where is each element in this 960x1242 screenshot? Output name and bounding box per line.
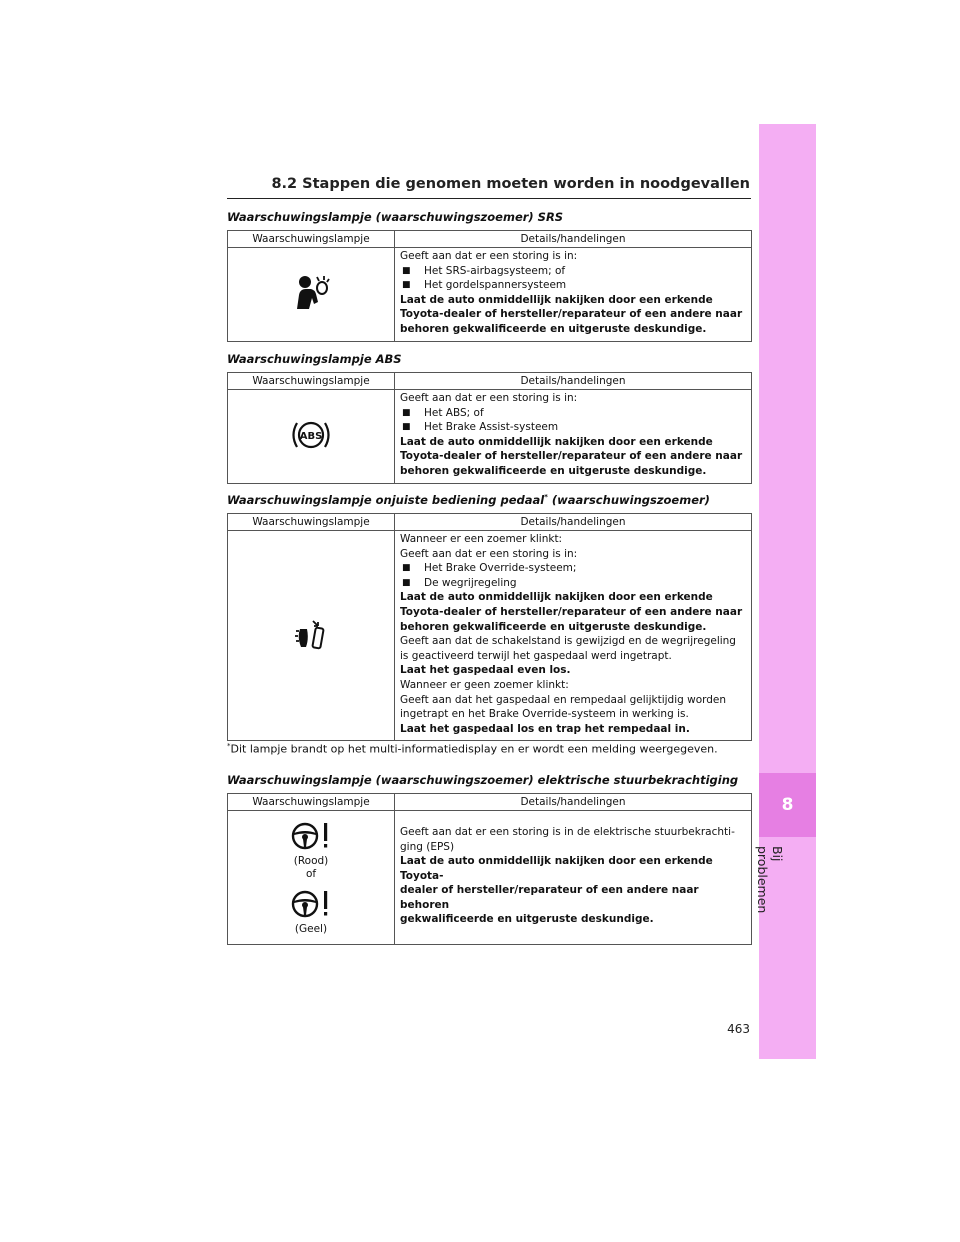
column-header-details: Details/handelingen bbox=[395, 373, 752, 390]
bullet-item: ■ Het SRS-airbagsysteem; of bbox=[402, 264, 566, 277]
header-divider bbox=[227, 198, 751, 199]
or-label: of bbox=[305, 868, 317, 880]
column-header-lamp: Waarschuwingslampje bbox=[228, 794, 395, 811]
detail-line: Geeft aan dat er een storing is in: bbox=[400, 250, 578, 262]
icon-cell bbox=[228, 811, 395, 945]
detail-line: Geeft aan dat het gaspedaal en rempedaal gelijktijdig worden bbox=[400, 693, 727, 706]
section-title: Waarschuwingslampje (waarschuwingszoemer) SRS bbox=[227, 210, 564, 224]
page-header: 8.2 Stappen die genomen moeten worden in noodgevallen bbox=[271, 176, 750, 192]
column-header-details: Details/handelingen bbox=[395, 794, 752, 811]
warning-table-eps bbox=[227, 793, 752, 945]
red-label: (Rood) bbox=[293, 855, 329, 867]
pedal-misoperation-icon bbox=[291, 617, 331, 651]
detail-line: Laat de auto onmiddellijk nakijken door een erkende Toyota- bbox=[400, 855, 713, 882]
detail-line: Laat het gaspedaal even los. bbox=[400, 664, 571, 677]
warning-table-abs bbox=[227, 372, 752, 484]
yellow-label: (Geel) bbox=[294, 923, 328, 935]
detail-line: Geeft aan dat de schakelstand is gewijzigd en de wegrijregeling bbox=[400, 635, 736, 648]
detail-line: ingetrapt en het Brake Override-systeem in werking is. bbox=[400, 708, 689, 721]
details-cell bbox=[395, 248, 752, 342]
bullet-item: ■ Het Brake Override-systeem; bbox=[402, 562, 577, 575]
detail-line: Toyota-dealer of hersteller/reparateur of een andere naar bbox=[400, 308, 743, 321]
detail-line: Wanneer er geen zoemer klinkt: bbox=[400, 678, 569, 691]
section-eps bbox=[227, 773, 751, 945]
detail-line: behoren gekwalificeerde en uitgeruste deskundige. bbox=[400, 464, 707, 477]
detail-line: Laat de auto onmiddellijk nakijken door een erkende bbox=[400, 435, 713, 448]
detail-line: Laat het gaspedaal los en trap het rempedaal in. bbox=[400, 722, 690, 735]
detail-line: Geeft aan dat er een storing is in: bbox=[400, 547, 578, 560]
detail-line: behoren gekwalificeerde en uitgeruste deskundige. bbox=[400, 620, 707, 633]
bullet-item: ■ Het Brake Assist-systeem bbox=[402, 421, 559, 434]
steering-wheel-warning-icon bbox=[289, 889, 333, 919]
detail-line: Wanneer er een zoemer klinkt: bbox=[400, 533, 563, 545]
detail-line: Toyota-dealer of hersteller/reparateur of een andere naar bbox=[400, 605, 743, 618]
detail-line: ging (EPS) bbox=[400, 840, 455, 853]
abs-icon-text: ABS bbox=[299, 430, 323, 442]
warning-table-pedal bbox=[227, 513, 752, 741]
bullet-item: ■ Het ABS; of bbox=[402, 406, 484, 419]
icon-cell bbox=[228, 531, 395, 741]
details-cell bbox=[395, 811, 752, 945]
column-header-lamp: Waarschuwingslampje bbox=[228, 231, 395, 248]
column-header-details: Details/handelingen bbox=[395, 514, 752, 531]
bullet-item: ■ De wegrijregeling bbox=[402, 576, 517, 589]
section-pedal bbox=[227, 493, 751, 741]
detail-line: Toyota-dealer of hersteller/reparateur of een andere naar bbox=[400, 450, 743, 463]
icon-cell bbox=[228, 248, 395, 342]
section-title: Waarschuwingslampje (waarschuwingszoemer) elektrische stuurbekrachtiging bbox=[227, 773, 739, 787]
details-cell bbox=[395, 390, 752, 484]
chapter-label: Bij problemen bbox=[755, 846, 785, 914]
detail-line: is geactiveerd terwijl het gaspedaal werd ingetrapt. bbox=[400, 649, 672, 662]
detail-line: gekwalificeerde en uitgeruste deskundige. bbox=[400, 913, 654, 926]
section-title: Waarschuwingslampje onjuiste bediening pedaal* (waarschuwingszoemer) bbox=[227, 493, 710, 507]
chapter-number: 8 bbox=[759, 773, 816, 837]
warning-table-srs bbox=[227, 230, 752, 342]
column-header-lamp: Waarschuwingslampje bbox=[228, 373, 395, 390]
abs-icon bbox=[289, 417, 333, 453]
steering-wheel-warning-icon bbox=[289, 821, 333, 851]
icon-cell bbox=[228, 390, 395, 484]
footnote: *Dit lampje brandt op het multi-informatiedisplay en er wordt een melding weergegeven. bbox=[227, 742, 718, 756]
details-cell bbox=[395, 531, 752, 741]
detail-line: Laat de auto onmiddellijk nakijken door een erkende bbox=[400, 591, 713, 604]
column-header-details: Details/handelingen bbox=[395, 231, 752, 248]
detail-line: Geeft aan dat er een storing is in de elektrische stuurbekrachti- bbox=[400, 825, 735, 838]
detail-line: behoren gekwalificeerde en uitgeruste deskundige. bbox=[400, 322, 707, 335]
column-header-lamp: Waarschuwingslampje bbox=[228, 514, 395, 531]
section-srs bbox=[227, 210, 751, 342]
section-abs bbox=[227, 352, 751, 484]
detail-line: dealer of hersteller/reparateur of een andere naar behoren bbox=[400, 884, 699, 911]
page-number: 463 bbox=[727, 1022, 750, 1036]
srs-airbag-icon bbox=[291, 275, 331, 311]
section-title: Waarschuwingslampje ABS bbox=[227, 352, 402, 366]
detail-line: Laat de auto onmiddellijk nakijken door een erkende bbox=[400, 293, 713, 306]
detail-line: Geeft aan dat er een storing is in: bbox=[400, 392, 578, 404]
bullet-item: ■ Het gordelspannersysteem bbox=[402, 279, 567, 292]
